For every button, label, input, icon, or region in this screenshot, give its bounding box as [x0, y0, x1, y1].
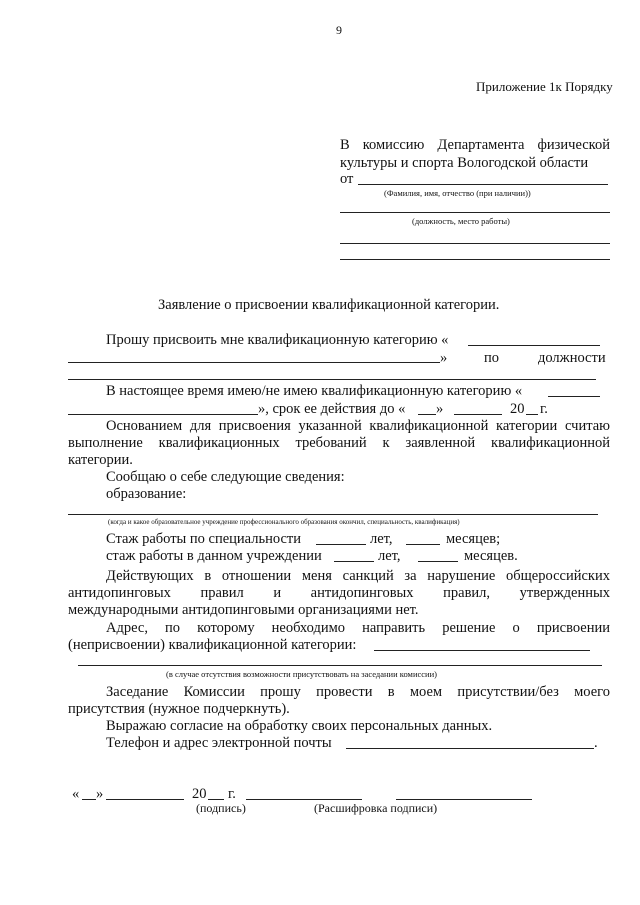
- meeting-line-2: присутствия (нужное подчеркнуть).: [68, 701, 290, 717]
- address-field-cont[interactable]: [78, 665, 602, 666]
- exp-spec-months-field[interactable]: [406, 544, 440, 545]
- exp-inst-years-unit: лет,: [378, 548, 401, 564]
- sanctions-line-3: международными антидопинговыми организациями нет.: [68, 602, 419, 618]
- request-position: должности: [538, 350, 606, 366]
- current-category-field[interactable]: [548, 396, 600, 397]
- education-label: образование:: [106, 486, 187, 502]
- basis-line-1: Основанием для присвоения указанной квалификационной категории считаю: [106, 418, 610, 434]
- basis-line-2: выполнение квалификационных требований к заявленной квалификационной: [68, 435, 610, 451]
- category-field-cont[interactable]: [68, 362, 440, 363]
- sign-year-prefix: 20: [192, 786, 207, 802]
- signature-hint: (подпись): [196, 801, 246, 815]
- exp-spec-years-unit: лет,: [370, 531, 393, 547]
- validity-year-field[interactable]: [526, 414, 538, 415]
- sign-month-field[interactable]: [106, 799, 184, 800]
- document-title: Заявление о присвоении квалификационной категории.: [158, 297, 500, 313]
- request-by: по: [484, 350, 500, 366]
- address-field[interactable]: [374, 650, 590, 651]
- exp-inst-label: стаж работы в данном учреждении: [106, 548, 322, 564]
- extra-field-1[interactable]: [340, 243, 610, 244]
- contacts-end: .: [594, 735, 598, 751]
- exp-inst-years-field[interactable]: [334, 561, 374, 562]
- basis-line-3: категории.: [68, 452, 133, 468]
- exp-inst-months-field[interactable]: [418, 561, 458, 562]
- exp-spec-months-unit: месяцев;: [446, 531, 501, 547]
- address-line-1: Адрес, по которому необходимо направить решение о присвоении: [106, 620, 610, 636]
- exp-inst-months-unit: месяцев.: [464, 548, 518, 564]
- exp-spec-years-field[interactable]: [316, 544, 366, 545]
- exp-spec-label: Стаж работы по специальности: [106, 531, 301, 547]
- sign-date-open: «: [72, 786, 80, 802]
- decode-hint: (Расшифровка подписи): [314, 801, 438, 815]
- contacts-label: Телефон и адрес электронной почты: [106, 735, 332, 751]
- sign-year-suffix: г.: [228, 786, 236, 802]
- sanctions-line-2: антидопинговых правил и антидопинговых правил, утвержденных: [68, 585, 610, 601]
- current-category-field-cont[interactable]: [68, 414, 258, 415]
- validity-quote-close: »: [436, 401, 444, 417]
- contacts-field[interactable]: [346, 748, 594, 749]
- position-name-field[interactable]: [68, 379, 596, 380]
- validity-day-field[interactable]: [418, 414, 436, 415]
- fio-hint: (Фамилия, имя, отчество (при наличии)): [384, 188, 531, 198]
- sanctions-line-1: Действующих в отношении меня санкций за нарушение общероссийских: [106, 568, 610, 584]
- from-label: от: [340, 171, 354, 187]
- page-number: 9: [336, 23, 342, 37]
- validity-label: », срок ее действия до «: [258, 401, 406, 417]
- education-field[interactable]: [68, 514, 598, 515]
- address-line-2: (неприсвоении) квалификационной категории:: [68, 637, 357, 653]
- info-intro: Сообщаю о себе следующие сведения:: [106, 469, 345, 485]
- category-field[interactable]: [468, 345, 600, 346]
- addressee-line-1: В комиссию Департамента физической: [340, 137, 610, 153]
- position-hint: (должность, место работы): [412, 216, 510, 226]
- request-quote-close: »: [440, 350, 448, 366]
- sign-date-close: »: [96, 786, 104, 802]
- validity-year-prefix: 20: [510, 401, 525, 417]
- addressee-line-2: культуры и спорта Вологодской области: [340, 155, 589, 171]
- request-line-1: Прошу присвоить мне квалификационную категорию «: [106, 332, 449, 348]
- appendix-label: Приложение 1к Порядку: [476, 79, 613, 94]
- meeting-line-1: Заседание Комиссии прошу провести в моем присутствии/без моего: [106, 684, 610, 700]
- validity-year-suffix: г.: [540, 401, 548, 417]
- consent-text: Выражаю согласие на обработку своих персональных данных.: [106, 718, 493, 734]
- position-field[interactable]: [340, 212, 610, 213]
- current-line-1: В настоящее время имею/не имею квалификационную категорию «: [106, 383, 523, 399]
- fio-field[interactable]: [358, 184, 608, 185]
- sign-day-field[interactable]: [82, 799, 96, 800]
- extra-field-2[interactable]: [340, 259, 610, 260]
- absence-hint: (в случае отсутствия возможности присутствовать на заседании комиссии): [166, 669, 437, 679]
- validity-month-field[interactable]: [454, 414, 502, 415]
- education-hint: (когда и какое образовательное учреждение профессионального образования окончил, специальность, квалификация): [108, 518, 460, 526]
